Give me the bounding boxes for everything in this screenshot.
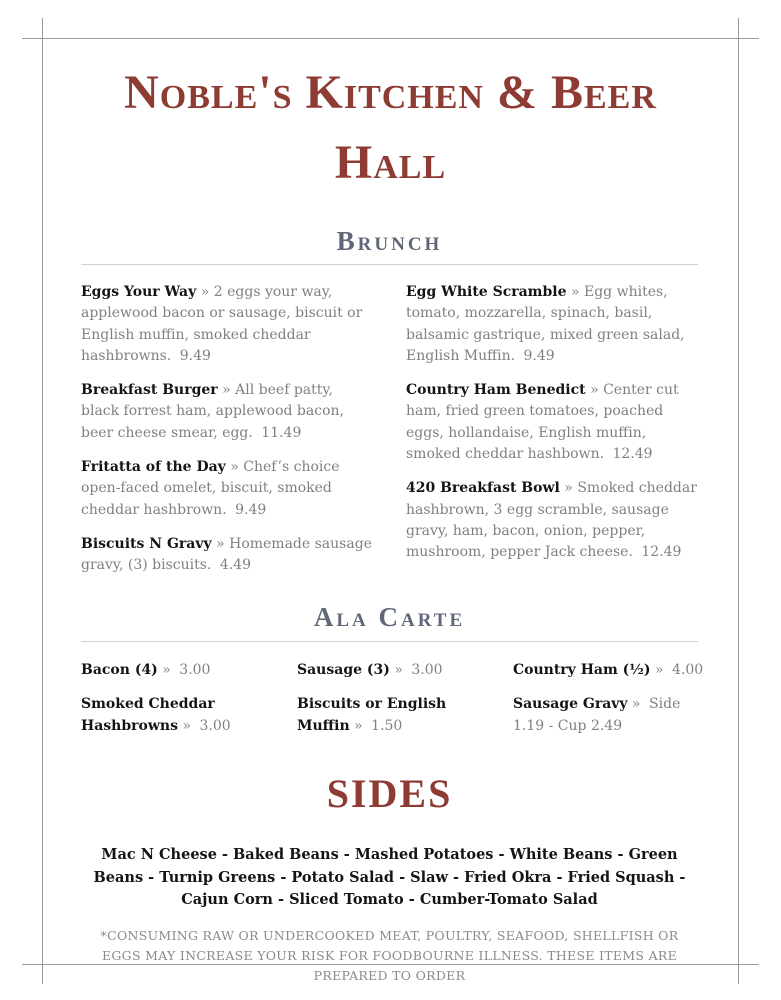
item-description: Center cut ham, fried green tomatoes, poached eggs, hollandaise, English muffin, smoked cheddar hashbown. [406, 382, 679, 463]
item-name: Smoked Cheddar Hashbrowns [81, 696, 215, 734]
item-description: Smoked cheddar hashbrown, 3 egg scramble, sausage gravy, ham, bacon, onion, pepper, mushroom, pepper Jack cheese. [406, 480, 697, 561]
crop-mark-top [22, 38, 759, 39]
brunch-divider [81, 264, 698, 265]
separator: » [590, 382, 599, 399]
item-name: Breakfast Burger [81, 382, 218, 399]
item-price: 9.49 [235, 501, 267, 518]
menu-item [81, 534, 373, 577]
menu-item [513, 693, 713, 737]
item-price: 3.00 [199, 718, 231, 734]
item-price: 4.00 [672, 662, 704, 678]
menu-item [81, 457, 373, 521]
menu-item [406, 380, 698, 465]
menu-item [81, 693, 281, 737]
crop-mark-right [738, 18, 739, 984]
item-price: 9.49 [179, 347, 211, 364]
ala-carte-column-2 [297, 659, 497, 749]
item-price: 9.49 [523, 347, 555, 364]
ala-carte-column-3 [513, 659, 713, 749]
menu-item [297, 659, 497, 681]
item-price: Side 1.19 - Cup 2.49 [513, 696, 681, 734]
separator: » [230, 459, 239, 476]
separator: » [394, 662, 403, 678]
item-name: Bacon (4) [81, 662, 158, 678]
crop-mark-left [42, 18, 43, 984]
item-name: Biscuits N Gravy [81, 535, 212, 552]
separator: » [354, 718, 363, 734]
item-name: Eggs Your Way [81, 284, 197, 300]
brunch-heading: Brunch [336, 226, 443, 256]
item-name: 420 Breakfast Bowl [406, 480, 560, 497]
food-safety-disclaimer: *CONSUMING RAW OR UNDERCOOKED MEAT, POULTRY, SEAFOOD, SHELLFISH OR EGGS MAY INCREASE YOUR RISK FOR FOODBOURNE ILLNESS. THESE ITEMS ARE PREPARED TO ORDER [100, 928, 679, 983]
item-name: Sausage (3) [297, 662, 390, 678]
item-description: 2 eggs your way, applewood bacon or sausage, biscuit or English muffin, smoked cheddar hashbrowns. [81, 284, 363, 364]
menu-item [81, 659, 281, 681]
item-description: Chef’s choice open-faced omelet, biscuit, smoked cheddar hashbrown. [81, 459, 340, 518]
item-price: 12.49 [612, 446, 653, 463]
separator: » [200, 284, 210, 300]
brunch-left-column [81, 282, 373, 590]
ala-carte-column-1 [81, 659, 281, 749]
item-name: Egg White Scramble [406, 284, 567, 300]
menu-item [406, 282, 698, 367]
separator: » [632, 696, 641, 712]
item-name: Biscuits or English Muffin [297, 696, 447, 734]
item-name: Fritatta of the Day [81, 459, 226, 476]
brunch-right-column [406, 282, 698, 577]
separator: » [216, 535, 225, 552]
menu-item [81, 282, 373, 367]
item-price: 11.49 [261, 424, 302, 441]
item-price: 3.00 [411, 662, 443, 678]
item-description: All beef patty, black forrest ham, applewood bacon, beer cheese smear, egg. [81, 382, 344, 441]
sides-heading: SIDES [326, 771, 453, 816]
menu-item [297, 693, 497, 737]
menu-item [406, 478, 698, 563]
separator: » [564, 480, 573, 497]
restaurant-title: Noble's Kitchen & Beer Hall [124, 66, 657, 189]
separator: » [654, 662, 664, 678]
item-description: Egg whites, tomato, mozzarella, spinach, basil, balsamic gastrique, mixed green salad, English Muffin. [406, 284, 685, 364]
ala-carte-divider [81, 641, 698, 642]
menu-item [513, 659, 713, 681]
separator: » [222, 382, 231, 399]
item-price: 12.49 [641, 544, 682, 561]
item-price: 4.49 [219, 557, 251, 574]
item-price: 1.50 [371, 718, 403, 734]
sides-list: Mac N Cheese - Baked Beans - Mashed Potatoes - White Beans - Green Beans - Turnip Greens - Potato Salad - Slaw - Fried Okra - Fried Squash - Cajun Corn - Sliced Tomato - Cumber-Tomato Salad [93, 846, 686, 908]
item-name: Country Ham Benedict [406, 382, 586, 399]
menu-item [81, 380, 373, 444]
item-price: 3.00 [179, 662, 211, 678]
ala-carte-heading: Ala Carte [313, 602, 466, 632]
item-name: Sausage Gravy [513, 696, 628, 712]
separator: » [162, 662, 171, 678]
separator: » [182, 718, 192, 734]
item-description: Homemade sausage gravy, (3) biscuits. [81, 535, 372, 574]
separator: » [570, 284, 580, 300]
item-name: Country Ham (½) [513, 662, 651, 678]
